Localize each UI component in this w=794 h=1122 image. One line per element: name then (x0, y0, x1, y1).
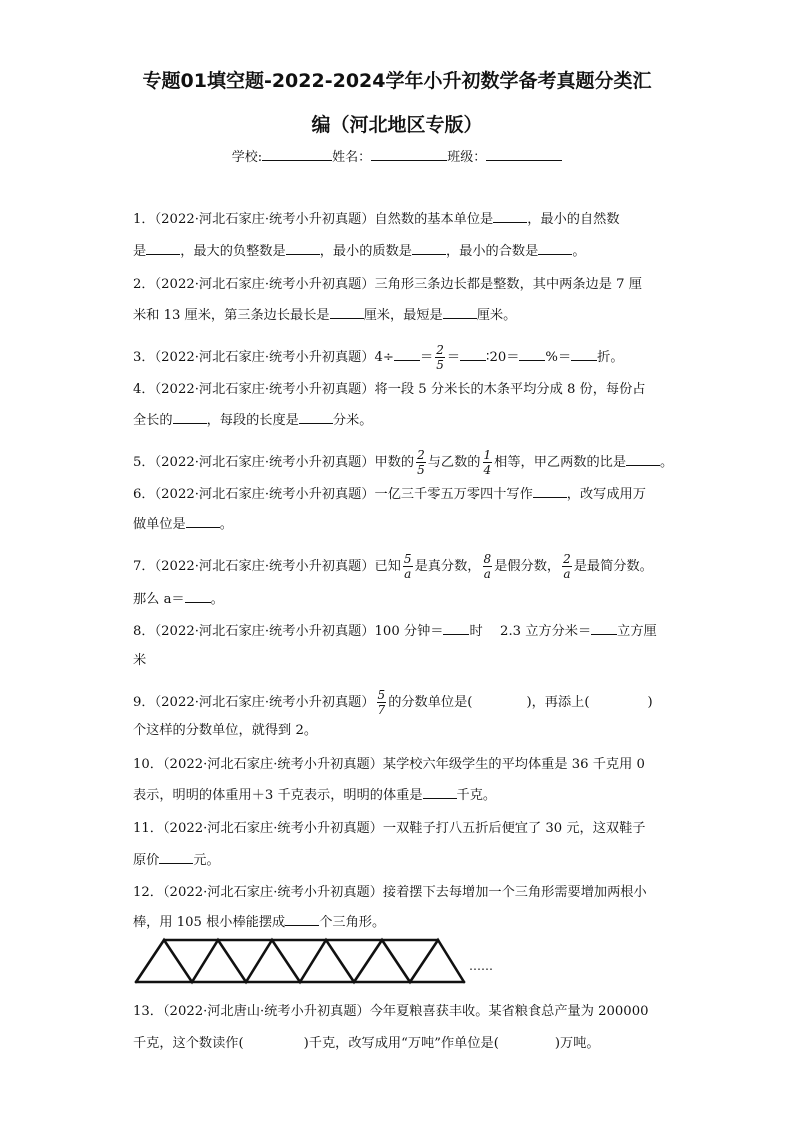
q12-text: 个三角形。 (319, 915, 386, 930)
question-10-line1 (133, 756, 645, 774)
q9-text: 9．（2022·河北石家庄·统考小升初真题） (133, 695, 375, 710)
answer-blank[interactable] (443, 306, 477, 319)
answer-blank[interactable] (299, 411, 333, 424)
school-blank[interactable] (262, 148, 332, 161)
question-7-line2 (133, 590, 224, 609)
question-4-line1 (133, 381, 645, 399)
q2-text: 厘米。 (476, 308, 517, 323)
question-5 (133, 448, 673, 477)
q7-text: 是真分数， (414, 559, 481, 574)
numerator: 1 (483, 448, 492, 462)
denominator: 5 (436, 358, 444, 372)
page-title-line1: 专题01填空题-2022-2024学年小升初数学备考真题分类汇 (142, 70, 652, 92)
answer-blank[interactable] (519, 348, 545, 361)
q4-text: 全长的 (133, 413, 173, 428)
q1-text: 是 (133, 244, 147, 259)
numerator: 8 (483, 552, 492, 566)
question-9-line2 (133, 722, 317, 740)
q1-text: ，最小的质数是 (319, 244, 412, 259)
q4-text: 4．（2022·河北石家庄·统考小升初真题）将一段 5 分米长的木条平均分成 8 份，每份占 (133, 382, 646, 397)
question-11-line1 (133, 820, 645, 838)
q9-text: 的分数单位是( (388, 695, 473, 710)
question-13-line2 (133, 1035, 600, 1053)
q9-text: 个这样的分数单位，就得到 2。 (133, 723, 318, 738)
answer-blank[interactable] (412, 242, 446, 255)
q5-text: 相等，甲乙两数的比是 (494, 455, 627, 470)
q3-text: 3．（2022·河北石家庄·统考小升初真题）4÷ (133, 350, 394, 365)
numerator: 2 (436, 343, 444, 357)
question-10-line2 (133, 786, 496, 805)
question-3 (133, 343, 624, 372)
q7-text: 。 (210, 592, 224, 607)
name-label: 姓名： (332, 150, 372, 165)
question-8-line1 (133, 622, 657, 641)
q8-text: 时 2.3 立方分米＝ (469, 624, 592, 639)
q5-text: 。 (660, 455, 674, 470)
q3-text: 折。 (597, 350, 624, 365)
q9-text: ) (647, 695, 653, 710)
q1-text: 1．（2022·河北石家庄·统考小升初真题）自然数的基本单位是 (133, 212, 494, 227)
denominator: 7 (377, 703, 386, 717)
answer-blank[interactable] (460, 348, 486, 361)
fraction (562, 552, 572, 581)
q12-text: 棒，用 105 根小棒能摆成 (133, 915, 286, 930)
answer-blank[interactable] (538, 242, 572, 255)
q6-text: 。 (219, 517, 233, 532)
denominator: 4 (483, 463, 492, 477)
q5-text: 与乙数的 (427, 455, 481, 470)
q13-text: 13．（2022·河北唐山·统考小升初真题）今年夏粮喜获丰收。某省粮食总产量为 200000 (133, 1004, 649, 1019)
numerator: 2 (417, 448, 425, 462)
question-13-line1 (133, 1003, 648, 1021)
question-6-line2 (133, 515, 233, 534)
answer-blank[interactable] (146, 242, 180, 255)
denominator: 5 (417, 463, 425, 477)
q1-text: ，最大的负整数是 (180, 244, 286, 259)
fraction (377, 688, 387, 717)
q13-text: )万吨。 (554, 1036, 600, 1051)
question-1-line2 (133, 242, 586, 261)
answer-blank[interactable] (591, 622, 617, 635)
q8-text: 米 (133, 653, 147, 668)
q2-text: 2．（2022·河北石家庄·统考小升初真题）三角形三条边长都是整数，其中两条边是 7 厘 (133, 277, 642, 292)
q7-text: 是最简分数。 (573, 559, 653, 574)
student-info-row (0, 146, 794, 165)
q4-text: ，每段的长度是 (206, 413, 299, 428)
numerator: 5 (377, 688, 386, 702)
school-label: 学校: (231, 150, 263, 165)
class-label: 班级： (447, 150, 487, 165)
q3-text: ∶20＝ (486, 350, 520, 365)
q6-text: 6．（2022·河北石家庄·统考小升初真题）一亿三千零五万零四十写作 (133, 487, 533, 502)
question-1-line1 (133, 210, 620, 229)
q8-text: 立方厘 (617, 624, 657, 639)
q11-text: 11．（2022·河北石家庄·统考小升初真题）一双鞋子打八五折后便宜了 30 元，这双鞋子 (133, 821, 646, 836)
fraction (435, 343, 445, 372)
q7-text: 7．（2022·河北石家庄·统考小升初真题）已知 (133, 559, 401, 574)
answer-blank[interactable] (571, 348, 597, 361)
q6-text: ，改写成用万 (566, 487, 646, 502)
matchstick-triangles-figure (132, 934, 504, 986)
answer-blank[interactable] (626, 453, 660, 466)
question-8-line2 (133, 652, 146, 670)
q3-text: ＝ (420, 350, 434, 365)
page-title-line2: 编（河北地区专版） (311, 114, 483, 136)
question-2-line2 (133, 306, 516, 325)
zigzag-sticks (136, 940, 464, 982)
question-7-line1 (133, 552, 653, 581)
question-6-line1 (133, 485, 646, 504)
q11-text: 原价 (133, 853, 160, 868)
question-12-line2 (133, 913, 385, 932)
denominator: a (404, 567, 412, 581)
q1-text: ，最小的合数是 (446, 244, 539, 259)
answer-blank[interactable] (286, 242, 320, 255)
q10-text: 千克。 (456, 788, 497, 803)
answer-blank[interactable] (186, 515, 220, 528)
q1-text: 。 (572, 244, 586, 259)
q10-text: 10．（2022·河北石家庄·统考小升初真题）某学校六年级学生的平均体重是 36 千克用 0 (133, 757, 645, 772)
answer-blank[interactable] (285, 913, 319, 926)
answer-blank[interactable] (423, 786, 457, 799)
answer-blank[interactable] (330, 306, 364, 319)
numerator: 5 (403, 552, 412, 566)
answer-blank[interactable] (394, 348, 420, 361)
q6-text: 做单位是 (133, 517, 186, 532)
numerator: 2 (563, 552, 571, 566)
name-blank[interactable] (371, 148, 447, 161)
answer-blank[interactable] (533, 485, 567, 498)
question-2-line1 (133, 276, 642, 294)
q5-text: 5．（2022·河北石家庄·统考小升初真题）甲数的 (133, 455, 415, 470)
question-4-line2 (133, 411, 372, 430)
q8-text: 8．（2022·河北石家庄·统考小升初真题）100 分钟＝ (133, 624, 444, 639)
answer-blank[interactable] (173, 411, 207, 424)
q4-text: 分米。 (332, 413, 373, 428)
q13-text: )千克，改写成用“万吨”作单位是( (303, 1036, 499, 1051)
q1-text: ，最小的自然数 (527, 212, 620, 227)
ellipsis: …… (469, 959, 493, 973)
q12-text: 12．（2022·河北石家庄·统考小升初真题）接着摆下去每增加一个三角形需要增加两根小 (133, 885, 647, 900)
q11-text: 元。 (193, 853, 220, 868)
answer-blank[interactable] (443, 622, 469, 635)
q9-text: )，再添上( (526, 695, 590, 710)
question-11-line2 (133, 851, 220, 870)
question-12-line1 (133, 884, 647, 902)
answer-blank[interactable] (159, 851, 193, 864)
class-blank[interactable] (486, 148, 562, 161)
denominator: a (563, 567, 571, 581)
answer-blank[interactable] (493, 210, 527, 223)
fraction (416, 448, 426, 477)
q7-text: 那么 a＝ (133, 592, 185, 607)
fraction (483, 552, 493, 581)
q3-text: ＝ (446, 350, 461, 365)
q7-text: 是假分数， (494, 559, 561, 574)
answer-blank[interactable] (185, 590, 211, 603)
q2-text: 厘米，最短是 (363, 308, 443, 323)
denominator: a (483, 567, 491, 581)
q2-text: 米和 13 厘米，第三条边长最长是 (133, 308, 330, 323)
q13-text: 千克，这个数读作( (133, 1036, 244, 1051)
q10-text: 表示，明明的体重用＋3 千克表示，明明的体重是 (133, 788, 423, 803)
fraction (403, 552, 413, 581)
fraction (483, 448, 493, 477)
q3-text: %＝ (545, 350, 572, 365)
question-9-line1 (133, 688, 653, 717)
